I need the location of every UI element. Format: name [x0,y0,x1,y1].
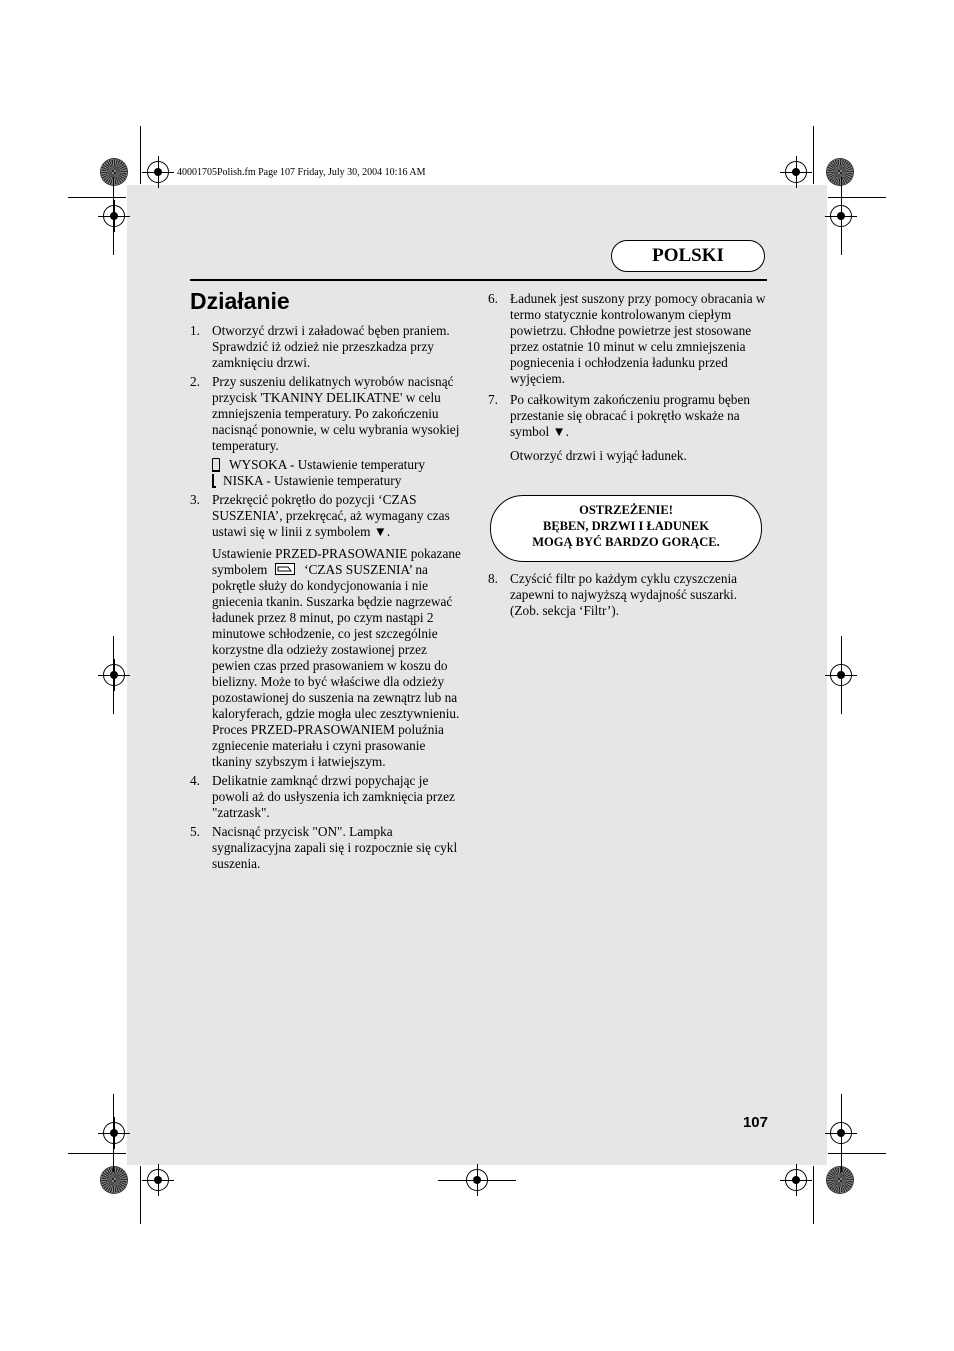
list-text: Przekręcić pokrętło do pozycji ‘CZAS SUSZENIA’, przekręcać, aż wymagany czas ustawi się w linii z symbolem ▼. [212,492,450,539]
page-number: 107 [742,1114,768,1131]
registration-target-icon [103,1122,125,1144]
list-item [190,374,465,454]
pre-ironing-paragraph [190,546,465,770]
list-number: 6. [488,291,498,306]
list-item [190,492,465,540]
warning-line: BĘBEN, DRZWI I ŁADUNEK [542,519,709,533]
list-item [488,291,768,387]
section-title: Działanie [190,288,290,314]
registration-sunburst-icon [827,159,853,185]
list-text: Po całkowitym zakończeniu programu bęben przestanie się obracać i pokrętło wskaże na symbol ▼. [510,392,751,439]
list-number: 5. [190,824,200,839]
temp-low-line [212,473,465,489]
list-number: 4. [190,773,200,788]
paragraph-text-a: Ustawienie PRZED-PRASOWANIE pokazane symbolem [212,546,461,577]
temp-low-text: NISKA - Ustawienie temperatury [223,473,402,488]
registration-target-icon [785,1169,807,1191]
list-item [190,323,465,371]
temperature-legend [190,457,465,489]
list-text: Ładunek jest suszony przy pomocy obracania w termo statycznie kontrolowanym ciepłym powietrzu. Chłodne powietrze jest stosowane przez ostatnie 10 minut w celu zmniejszenia pogniecenia i ochłodzenia ładunku przed wyjęciem. [510,291,766,386]
registration-sunburst-icon [101,159,127,185]
left-column [190,323,465,875]
warning-title: OSTRZEŻENIE! [579,503,673,517]
list-number: 2. [190,374,200,389]
list-text: Otworzyć drzwi i załadować bęben praniem. Sprawdzić iż odzież nie przeszkadza przy zamknięciu drzwi. [212,323,450,370]
low-temperature-icon [212,474,216,488]
pre-ironing-icon [275,563,295,575]
language-tab: POLSKI [611,240,765,272]
high-temperature-icon [212,458,220,472]
list-number: 1. [190,323,200,338]
list-number: 3. [190,492,200,507]
list-item [488,392,768,440]
list-text: Przy suszeniu delikatnych wyrobów nacisnąć przycisk 'TKANINY DELIKATNE' w celu zmniejszenia temperatury. Po zakończeniu nacisnąć ponownie, w celu wybrania wysokiej temperatury. [212,374,460,453]
list-number: 7. [488,392,498,407]
list-text: Delikatnie zamknąć drzwi popychając je powoli aż do usłyszenia ich zamknięcia przez "zatrzask". [212,773,455,820]
header-rule [190,279,767,281]
list-text: Nacisnąć przycisk "ON". Lampka sygnalizacyjna zapali się i rozpocznie się cykl suszenia. [212,824,458,871]
warning-box [490,495,762,562]
paragraph-text-b: ‘CZAS SUSZENIA’ na pokrętle służy do kondycjonowania i nie gniecenia tkanin. Suszarka będzie nagrzewać ładunek przez 8 minut, po czym nastąpi 2 minutowe schłodzenie, co jest szczególnie korzystne dla odzieży zostawionej przez pewien czas przed prasowaniem w koszu do bielizny. Może to być właściwe dla odzieży pozostawionej do suszenia na zewnątrz lub na kaloryferach, gdzie mogła ulec zesztywnieniu. Proces PRZED-PRASOWANIEM poluźnia zgniecenie materiału i czyni prasowanie tkaniny szybszym i łatwiejszym. [212,562,460,769]
list-text: Czyścić filtr po każdym cyklu czyszczenia zapewni to najwyższą wydajność suszarki. (Zob. sekcja ‘Filtr’). [510,571,738,618]
temp-high-text: WYSOKA - Ustawienie temperatury [229,457,426,472]
registration-sunburst-icon [101,1167,127,1193]
warning-line: MOGĄ BYĆ BARDZO GORĄCE. [532,535,720,549]
list-item [190,773,465,821]
list-item [190,824,465,872]
step7-paragraph: Otworzyć drzwi i wyjąć ładunek. [510,448,687,463]
registration-target-icon [785,161,807,183]
list-number: 8. [488,571,498,586]
file-info: 40001705Polish.fm Page 107 Friday, July 30, 2004 10:16 AM [177,167,426,178]
registration-target-icon [103,664,125,686]
right-column [488,291,768,467]
temp-high-line [212,457,465,473]
registration-target-icon [147,1169,169,1191]
right-column-lower [488,571,768,622]
registration-sunburst-icon [827,1167,853,1193]
registration-target-icon [103,205,125,227]
registration-target-icon [147,161,169,183]
list-item [488,571,768,619]
